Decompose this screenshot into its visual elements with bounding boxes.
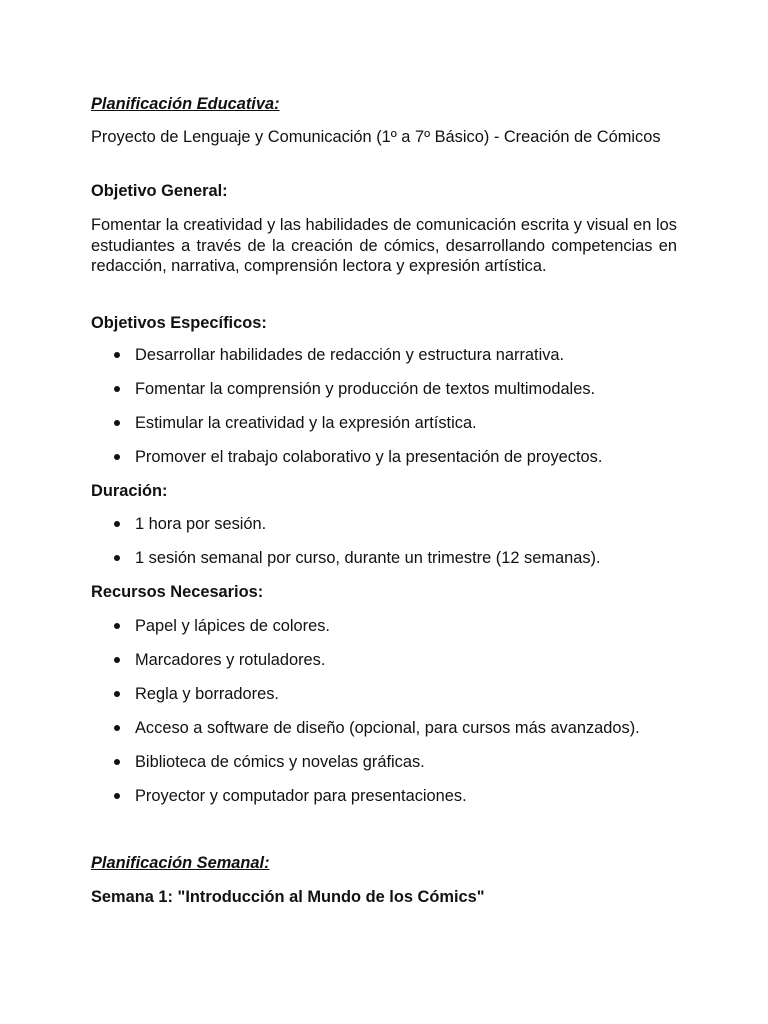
list-item-text: Regla y borradores. — [135, 685, 279, 703]
objetivo-general-heading: Objetivo General: — [91, 182, 228, 200]
bullet-icon — [114, 793, 120, 799]
list-item-text: Proyector y computador para presentaciones. — [135, 787, 467, 805]
document-title: Planificación Educativa: — [91, 95, 280, 113]
objetivos-especificos-heading: Objetivos Específicos: — [91, 314, 267, 332]
bullet-icon — [114, 454, 120, 460]
bullet-icon — [114, 725, 120, 731]
bullet-icon — [114, 386, 120, 392]
list-item-text: 1 hora por sesión. — [135, 515, 267, 533]
list-item-text: Estimular la creatividad y la expresión artística. — [135, 414, 477, 432]
bullet-icon — [114, 420, 120, 426]
recursos-heading: Recursos Necesarios: — [91, 583, 264, 601]
planificacion-semanal-title: Planificación Semanal: — [91, 854, 270, 872]
list-item-text: Acceso a software de diseño (opcional, para cursos más avanzados). — [135, 719, 640, 737]
semana-1-heading: Semana 1: "Introducción al Mundo de los Cómics" — [91, 888, 485, 906]
duracion-heading: Duración: — [91, 482, 168, 500]
list-item-text: Biblioteca de cómics y novelas gráficas. — [135, 753, 425, 771]
bullet-icon — [114, 657, 120, 663]
objetivo-general-text: Fomentar la creatividad y las habilidades de comunicación escrita y visual en los estudiantes a través de la creación de cómics, desarrollando competencias en redacción, narrativa, comprensión lectora y expresión artística. — [91, 216, 677, 276]
bullet-icon — [114, 352, 120, 358]
bullet-icon — [114, 623, 120, 629]
bullet-icon — [114, 759, 120, 765]
list-item-text: Desarrollar habilidades de redacción y estructura narrativa. — [135, 346, 565, 364]
bullet-icon — [114, 555, 120, 561]
list-item-text: Marcadores y rotuladores. — [135, 651, 326, 669]
bullet-icon — [114, 521, 120, 527]
bullet-icon — [114, 691, 120, 697]
project-description: Proyecto de Lenguaje y Comunicación (1º a 7º Básico) - Creación de Cómicos — [91, 128, 661, 146]
list-item-text: 1 sesión semanal por curso, durante un trimestre (12 semanas). — [135, 549, 601, 567]
list-item-text: Fomentar la comprensión y producción de textos multimodales. — [135, 380, 596, 398]
list-item-text: Papel y lápices de colores. — [135, 617, 330, 635]
list-item-text: Promover el trabajo colaborativo y la presentación de proyectos. — [135, 448, 603, 466]
